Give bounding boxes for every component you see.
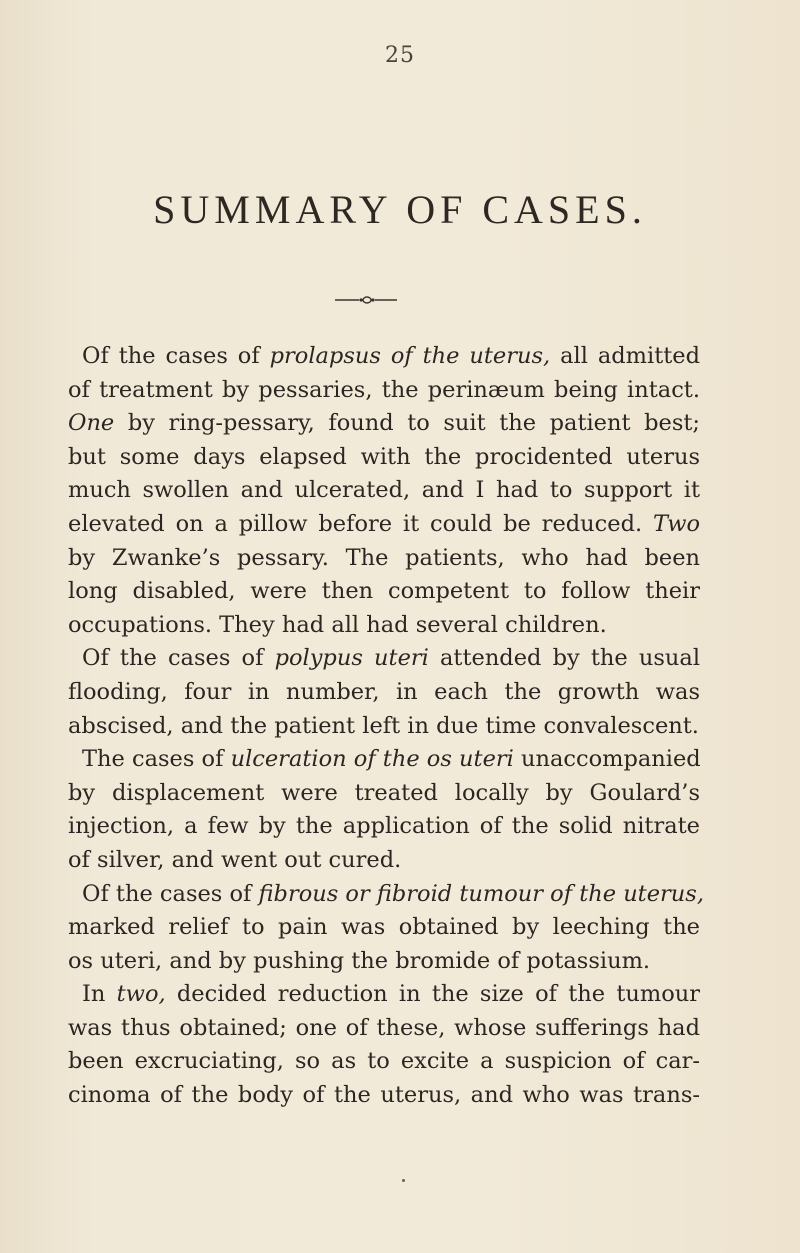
text-run: Of the cases of xyxy=(82,645,275,672)
text-line xyxy=(68,710,700,744)
text-line xyxy=(68,575,700,609)
italic-text: polypus uteri xyxy=(274,645,429,672)
text-run: but some days elapsed with the procidented uterus xyxy=(68,443,700,470)
text-line xyxy=(68,508,700,542)
text-run: injection, a few by the application of the solid nitrate xyxy=(68,813,700,840)
text-run: by displacement were treated locally by Goulard’s xyxy=(68,779,700,806)
text-line xyxy=(68,642,700,676)
text-line xyxy=(68,945,700,979)
text-line xyxy=(68,777,700,811)
italic-text: fibrous or fibroid tumour of the uterus, xyxy=(258,880,704,907)
text-run: of silver, and went out cured. xyxy=(68,846,402,873)
italic-text: ulceration of the os uteri xyxy=(230,746,514,773)
text-run: occupations. They had all had several children. xyxy=(68,611,607,638)
text-line xyxy=(68,911,700,945)
text-run: marked relief to pain was obtained by leeching the xyxy=(68,914,700,941)
page-title: SUMMARY OF CASES. xyxy=(153,187,647,232)
page-speck xyxy=(402,1179,405,1182)
text-run: long disabled, were then competent to follow their xyxy=(68,578,700,605)
text-run: by Zwanke’s pessary. The patients, who had been xyxy=(68,544,700,571)
paragraph xyxy=(68,878,704,979)
text-run: elevated on a pillow before it could be reduced. xyxy=(68,510,653,537)
body-text xyxy=(68,340,704,1113)
text-line xyxy=(68,441,700,475)
text-run: abscised, and the patient left in due time convalescent. xyxy=(68,712,699,739)
text-run: all admitted xyxy=(550,343,701,369)
paragraph xyxy=(68,978,700,1112)
text-line xyxy=(68,407,700,441)
text-line xyxy=(68,743,700,777)
text-line xyxy=(68,878,704,912)
text-line xyxy=(68,542,700,576)
italic-text: One xyxy=(68,410,115,437)
text-run: attended by the usual xyxy=(428,645,701,672)
text-line xyxy=(68,676,700,710)
text-line xyxy=(68,474,700,508)
paragraph xyxy=(68,340,700,642)
italic-text: two, xyxy=(116,981,166,1008)
text-line xyxy=(68,340,700,374)
text-run: by ring-pessary, found to suit the patient best; xyxy=(114,410,700,437)
text-run: flooding, four in number, in each the growth was xyxy=(68,678,700,705)
text-line xyxy=(68,1079,700,1113)
text-run: decided reduction in the size of the tumour xyxy=(165,981,700,1008)
text-line xyxy=(68,978,700,1012)
text-run: much swollen and ulcerated, and I had to support it xyxy=(68,477,700,504)
text-line xyxy=(68,1045,700,1079)
text-run: was thus obtained; one of these, whose sufferings had xyxy=(68,1014,700,1041)
page-number: 25 xyxy=(385,43,415,68)
text-line xyxy=(68,810,700,844)
italic-text: Two xyxy=(652,510,700,537)
text-line xyxy=(68,609,700,643)
text-run: cinoma of the body of the uterus, and who was trans- xyxy=(68,1082,700,1109)
text-run: Of the cases of xyxy=(82,880,259,907)
text-line xyxy=(68,844,700,878)
text-run: os uteri, and by pushing the bromide of potassium. xyxy=(68,947,651,974)
text-line xyxy=(68,374,700,408)
text-run: In xyxy=(82,981,117,1008)
text-run: unaccompanied xyxy=(513,746,701,773)
text-run: Of the cases of xyxy=(82,343,270,369)
text-run: The cases of xyxy=(82,746,231,773)
text-line xyxy=(68,1012,700,1046)
text-run: been excruciating, so as to excite a suspicion of car- xyxy=(68,1048,700,1075)
italic-text: prolapsus of the uterus, xyxy=(269,343,551,369)
paragraph xyxy=(68,743,700,877)
text-run: of treatment by pessaries, the perinæum being intact. xyxy=(68,376,700,403)
ornament-divider-icon xyxy=(333,294,399,306)
paragraph xyxy=(68,642,700,743)
